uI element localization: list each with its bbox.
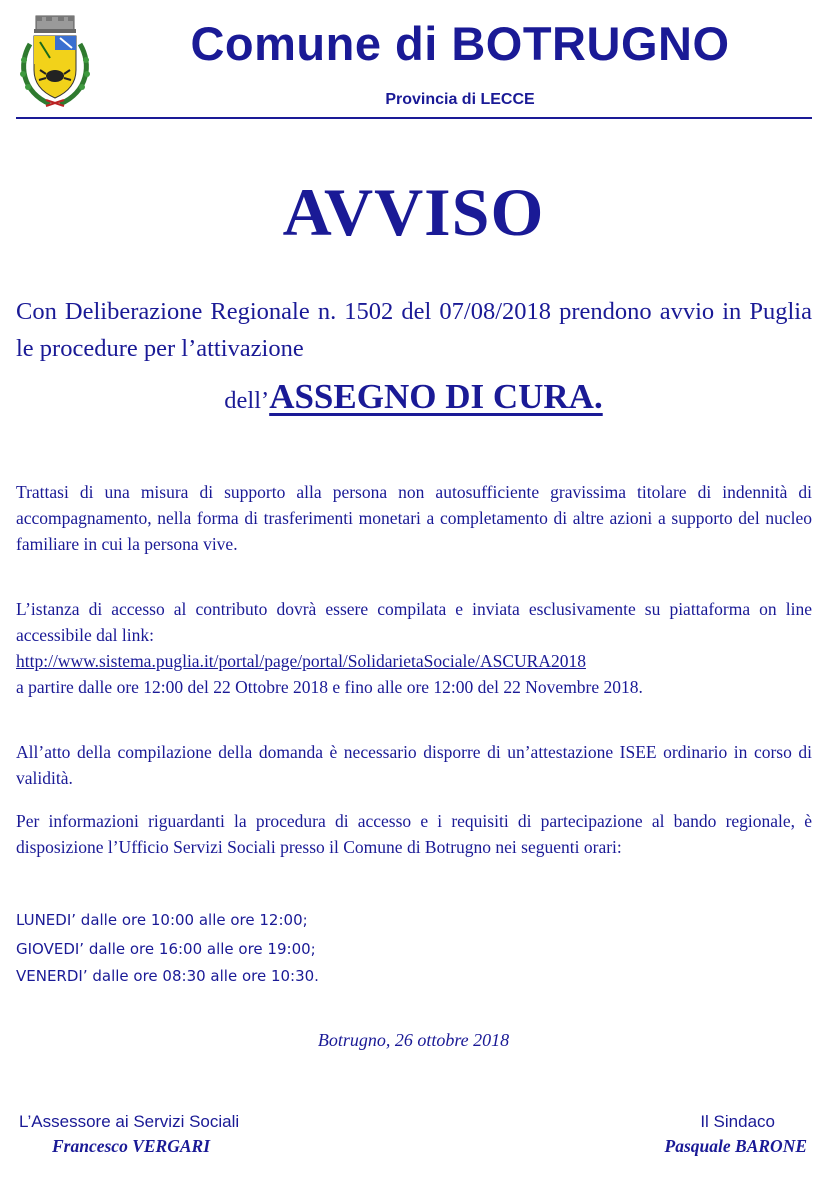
assessore-name: Francesco VERGARI: [52, 1136, 211, 1156]
application-period: a partire dalle ore 12:00 del 22 Ottobre 2018 e fino alle ore 12:00 del 22 Novembre 2018.: [16, 677, 643, 697]
town-name: Comune di BOTRUGNO: [190, 17, 730, 70]
assessore-role: L’Assessore ai Servizi Sociali: [19, 1112, 240, 1131]
hours-friday: VENERDI’ dalle ore 08:30 alle ore 10:30.: [16, 967, 319, 985]
application-link[interactable]: http://www.sistema.puglia.it/portal/page/portal/SolidarietaSociale/ASCURA2018: [16, 651, 586, 671]
application-paragraph: [16, 596, 812, 700]
info-paragraph: Per informazioni riguardanti la procedura di accesso e i requisiti di partecipazione al bando regionale, è disposizione l’Ufficio Servizi Sociali presso il Comune di Botrugno nei seguenti orari:: [16, 811, 812, 857]
notice-title: AVVISO: [282, 174, 545, 250]
isee-paragraph: All’atto della compilazione della domanda è necessario disporre di un’attestazione ISEE ordinario in corso di validità.: [16, 742, 812, 788]
sindaco-name: Pasquale BARONE: [664, 1136, 807, 1156]
header-divider: [16, 117, 812, 119]
coat-of-arms-icon: [16, 14, 94, 108]
assegno-di-cura-heading: ASSEGNO DI CURA.: [269, 377, 603, 416]
intro-paragraph: Con Deliberazione Regionale n. 1502 del 07/08/2018 prendono avvio in Puglia le procedure per l’attivazione: [16, 298, 812, 362]
description-paragraph: Trattasi di una misura di supporto alla persona non autosufficiente gravissima titolare di indennità di accompagnamento, nella forma di trasferimenti monetari a completamento di altre azioni a supporto del nucleo familiare in cui la persona vive.: [16, 482, 812, 554]
hours-monday: LUNEDI’ dalle ore 10:00 alle ore 12:00;: [16, 911, 308, 929]
intro-prefix: dell’: [224, 387, 270, 414]
province-name: Provincia di LECCE: [385, 91, 535, 108]
application-text: L’istanza di accesso al contributo dovrà essere compilata e inviata esclusivamente su piattaforma on line accessibile dal link:: [16, 599, 812, 645]
hours-thursday: GIOVEDI’ dalle ore 16:00 alle ore 19:00;: [16, 940, 316, 958]
sindaco-role: Il Sindaco: [700, 1112, 775, 1131]
notice-date: Botrugno, 26 ottobre 2018: [317, 1030, 510, 1050]
intro-highlight-line: [0, 377, 827, 417]
